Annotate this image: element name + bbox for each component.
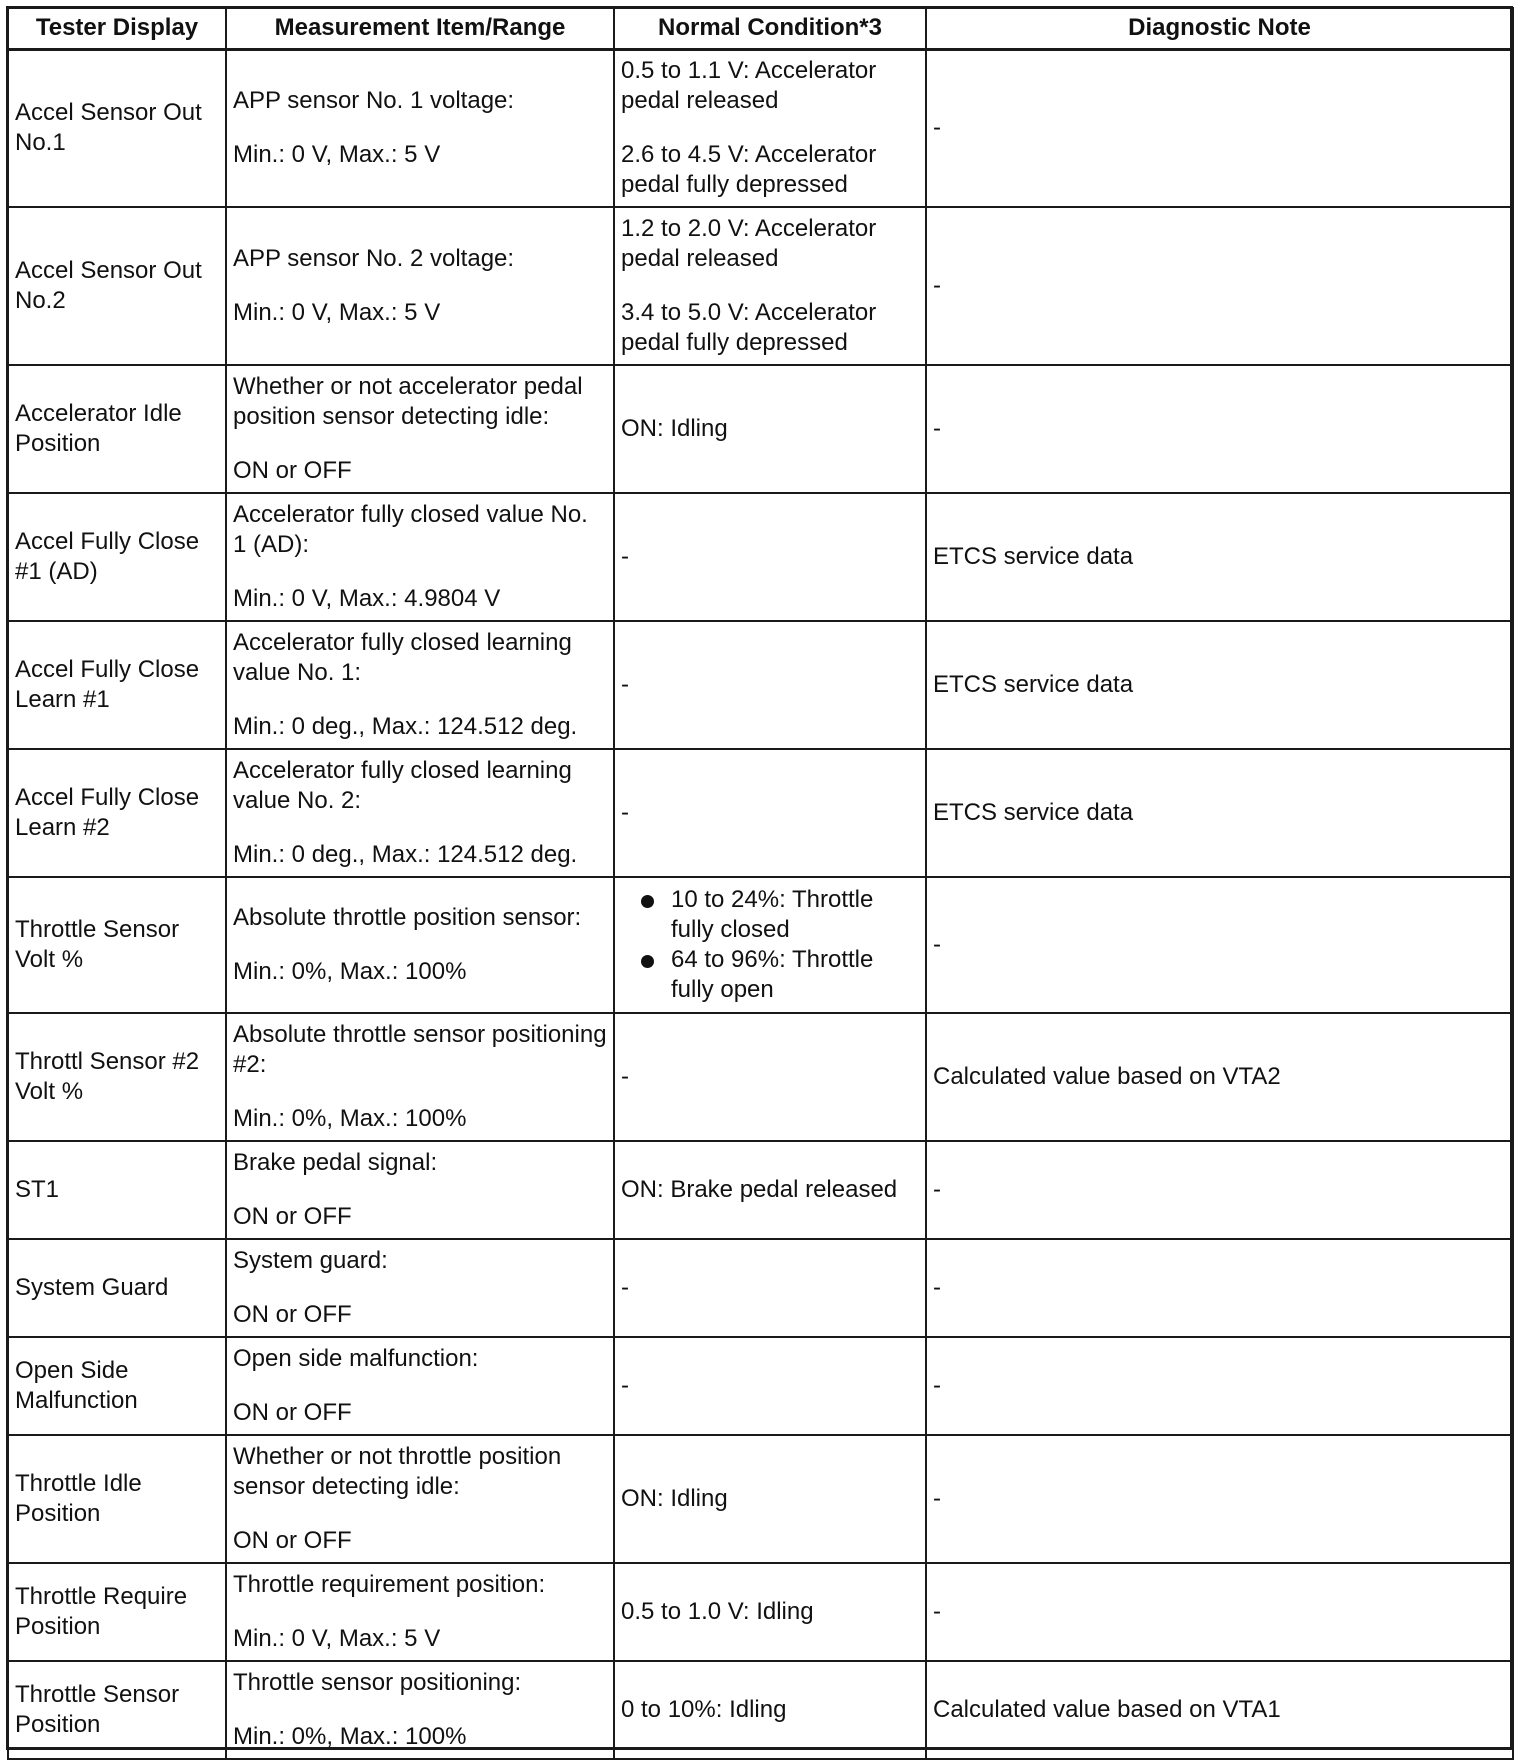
- normal-condition-cell: 0.5 to 1.0 V: Idling: [614, 1563, 926, 1661]
- measurement-cell: [226, 493, 614, 621]
- tester-display-cell: Accel Sensor Out No.2: [8, 207, 226, 365]
- tester-display-cell: Accel Fully Close Learn #2: [8, 749, 226, 877]
- measurement-item: Open side malfunction:: [233, 1345, 479, 1372]
- measurement-range: Min.: 0 deg., Max.: 124.512 deg.: [233, 713, 578, 740]
- table-row: [8, 1563, 1513, 1661]
- measurement-cell: [226, 1141, 614, 1239]
- normal-condition-text: 2.6 to 4.5 V: Accelerator pedal fully depressed: [621, 141, 877, 199]
- header-diagnostic-note: Diagnostic Note: [926, 8, 1513, 49]
- normal-condition-cell: -: [614, 1239, 926, 1337]
- measurement-cell: [226, 1239, 614, 1337]
- normal-condition-text: 3.4 to 5.0 V: Accelerator pedal fully depressed: [621, 299, 877, 356]
- table-row: [8, 1435, 1513, 1563]
- table-row: [8, 1661, 1513, 1759]
- normal-condition-bullet-list: [621, 885, 919, 1005]
- normal-condition-cell: -: [614, 1337, 926, 1435]
- measurement-range: Min.: 0 deg., Max.: 124.512 deg.: [233, 841, 578, 868]
- measurement-range: ON or OFF: [233, 1301, 352, 1328]
- normal-condition-cell: ON: Idling: [614, 1435, 926, 1563]
- table-row: [8, 1337, 1513, 1435]
- diagnostic-note-cell: -: [926, 49, 1513, 207]
- tester-display-cell: Throttle Require Position: [8, 1563, 226, 1661]
- measurement-item: Brake pedal signal:: [233, 1149, 438, 1176]
- tester-display-cell: Throttle Idle Position: [8, 1435, 226, 1563]
- tester-display-cell: ST1: [8, 1141, 226, 1239]
- measurement-range: ON or OFF: [233, 1527, 352, 1554]
- normal-condition-cell: [614, 207, 926, 365]
- measurement-cell: [226, 749, 614, 877]
- tester-display-cell: Throttle Sensor Position: [8, 1661, 226, 1759]
- tester-display-cell: Accelerator Idle Position: [8, 365, 226, 493]
- measurement-cell: [226, 621, 614, 749]
- measurement-cell: [226, 877, 614, 1013]
- measurement-range: ON or OFF: [233, 457, 352, 484]
- diagnostic-note-cell: -: [926, 1141, 1513, 1239]
- diagnostic-note-cell: -: [926, 1435, 1513, 1563]
- measurement-range: Min.: 0%, Max.: 100%: [233, 958, 467, 985]
- measurement-cell: [226, 49, 614, 207]
- measurement-range: Min.: 0 V, Max.: 5 V: [233, 299, 441, 326]
- measurement-range: Min.: 0 V, Max.: 5 V: [233, 1625, 441, 1652]
- diagnostic-note-cell: ETCS service data: [926, 493, 1513, 621]
- tester-display-cell: System Guard: [8, 1239, 226, 1337]
- diagnostic-note-cell: -: [926, 1239, 1513, 1337]
- measurement-cell: [226, 1661, 614, 1759]
- table-header-row: [8, 8, 1513, 49]
- normal-condition-text: 0.5 to 1.1 V: Accelerator pedal released: [621, 57, 877, 115]
- bullet-item: 10 to 24%: Throttle fully closed: [621, 885, 919, 945]
- diagnostic-note-cell: Calculated value based on VTA1: [926, 1661, 1513, 1759]
- data-list-table: [7, 7, 1514, 1760]
- tester-display-cell: Throttl Sensor #2 Volt %: [8, 1013, 226, 1141]
- tester-display-cell: Throttle Sensor Volt %: [8, 877, 226, 1013]
- measurement-cell: [226, 1013, 614, 1141]
- measurement-item: Accelerator fully closed value No. 1 (AD):: [233, 501, 588, 558]
- table-row: [8, 365, 1513, 493]
- table-row: [8, 1013, 1513, 1141]
- table-row: [8, 749, 1513, 877]
- measurement-range: ON or OFF: [233, 1399, 352, 1426]
- table-row: [8, 621, 1513, 749]
- table-row: [8, 493, 1513, 621]
- measurement-item: APP sensor No. 1 voltage:: [233, 87, 515, 115]
- normal-condition-cell: ON: Idling: [614, 365, 926, 493]
- table-row: [8, 207, 1513, 365]
- tester-display-cell: Open Side Malfunction: [8, 1337, 226, 1435]
- normal-condition-cell: -: [614, 749, 926, 877]
- normal-condition-text: 1.2 to 2.0 V: Accelerator pedal released: [621, 215, 877, 272]
- diagnostic-note-cell: -: [926, 1563, 1513, 1661]
- normal-condition-cell: -: [614, 1013, 926, 1141]
- normal-condition-cell: -: [614, 493, 926, 621]
- measurement-item: Absolute throttle sensor positioning #2:: [233, 1021, 607, 1078]
- table-row: [8, 877, 1513, 1013]
- diagnostic-note-cell: -: [926, 1337, 1513, 1435]
- measurement-item: Throttle sensor positioning:: [233, 1669, 522, 1696]
- header-measurement: Measurement Item/Range: [226, 8, 614, 49]
- diagnostic-note-cell: ETCS service data: [926, 621, 1513, 749]
- measurement-cell: [226, 1435, 614, 1563]
- tester-display-cell: Accel Sensor Out No.1: [8, 49, 226, 207]
- measurement-range: Min.: 0 V, Max.: 4.9804 V: [233, 585, 501, 612]
- table-row: [8, 1239, 1513, 1337]
- normal-condition-cell: 0 to 10%: Idling: [614, 1661, 926, 1759]
- normal-condition-cell: [614, 877, 926, 1013]
- measurement-item: Accelerator fully closed learning value No. 1:: [233, 629, 572, 686]
- header-tester-display: Tester Display: [8, 8, 226, 49]
- normal-condition-cell: ON: Brake pedal released: [614, 1141, 926, 1239]
- tester-display-cell: Accel Fully Close #1 (AD): [8, 493, 226, 621]
- normal-condition-cell: -: [614, 621, 926, 749]
- measurement-range: Min.: 0%, Max.: 100%: [233, 1105, 467, 1132]
- diagnostic-note-cell: -: [926, 877, 1513, 1013]
- normal-condition-cell: [614, 49, 926, 207]
- bullet-item: 64 to 96%: Throttle fully open: [621, 945, 919, 1005]
- measurement-item: Absolute throttle position sensor:: [233, 904, 582, 931]
- diagnostic-note-cell: -: [926, 365, 1513, 493]
- measurement-range: Min.: 0 V, Max.: 5 V: [233, 141, 441, 169]
- measurement-item: Throttle requirement position:: [233, 1571, 546, 1598]
- measurement-range: Min.: 0%, Max.: 100%: [233, 1723, 467, 1750]
- measurement-item: Whether or not throttle position sensor detecting idle:: [233, 1443, 562, 1500]
- diagnostic-note-cell: Calculated value based on VTA2: [926, 1013, 1513, 1141]
- header-normal-condition: Normal Condition*3: [614, 8, 926, 49]
- diagnostic-note-cell: -: [926, 207, 1513, 365]
- measurement-item: Whether or not accelerator pedal position sensor detecting idle:: [233, 373, 583, 430]
- measurement-cell: [226, 207, 614, 365]
- table-row: [8, 49, 1513, 207]
- measurement-item: Accelerator fully closed learning value No. 2:: [233, 757, 572, 814]
- measurement-cell: [226, 365, 614, 493]
- diagnostic-note-cell: ETCS service data: [926, 749, 1513, 877]
- measurement-range: ON or OFF: [233, 1203, 352, 1230]
- measurement-item: APP sensor No. 2 voltage:: [233, 245, 515, 272]
- measurement-item: System guard:: [233, 1247, 388, 1274]
- table-row: [8, 1141, 1513, 1239]
- measurement-cell: [226, 1563, 614, 1661]
- tester-display-cell: Accel Fully Close Learn #1: [8, 621, 226, 749]
- measurement-cell: [226, 1337, 614, 1435]
